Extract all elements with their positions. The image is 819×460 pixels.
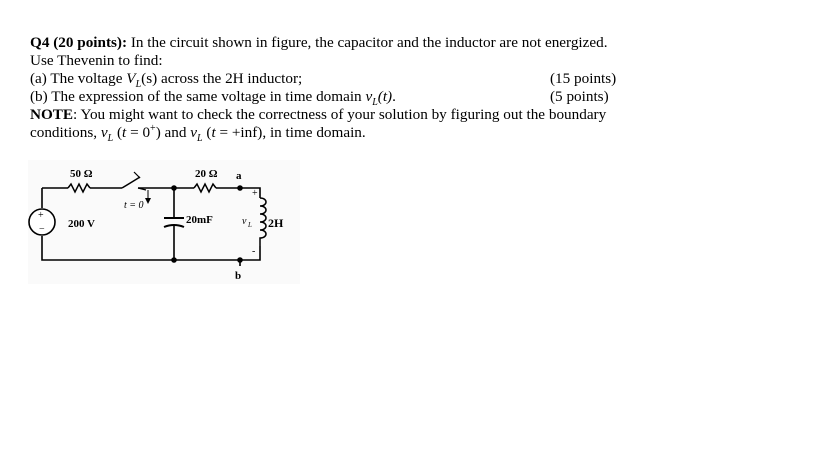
part-a: [30, 70, 670, 91]
part-a-var: V: [126, 70, 136, 87]
note-label: NOTE: [30, 106, 74, 123]
part-b-prefix: (b) The expression of the same voltage in time domain: [30, 88, 366, 105]
terminal-a: [237, 185, 243, 191]
node-a-label: a: [236, 170, 242, 182]
note-line-1: [30, 106, 670, 124]
note-prefix: conditions,: [30, 124, 101, 141]
node-b-label: b: [235, 270, 242, 282]
cond2-open: (: [202, 124, 212, 141]
vl-var: v: [242, 216, 247, 227]
source-plus: +: [38, 210, 44, 221]
part-b-points: (5 points): [550, 88, 609, 105]
question-header: [30, 34, 670, 52]
inductor-label: 2H: [268, 216, 284, 230]
cond1-open: (: [113, 124, 123, 141]
cond2-sub: L: [197, 133, 203, 145]
question-instruction: Use Thevenin to find:: [30, 52, 163, 69]
cond2-t: t: [211, 124, 216, 141]
note-and: and: [160, 124, 191, 141]
circuit-diagram: [28, 160, 300, 284]
part-b: [30, 88, 670, 109]
part-b-arg: (t): [377, 88, 393, 105]
capacitor-label: 20mF: [186, 214, 213, 226]
note-suffix: , in time domain.: [262, 124, 366, 141]
question-intro: In the circuit shown in figure, the capacitor and the inductor are not energized.: [127, 34, 608, 51]
terminal-b: [237, 257, 243, 263]
switch-label: t = 0: [124, 200, 144, 211]
cond1-t: t: [122, 124, 127, 141]
part-a-prefix: (a) The voltage: [30, 70, 127, 87]
part-b-suffix: .: [392, 88, 396, 105]
cond1-sub: L: [107, 133, 114, 145]
source-minus: −: [39, 224, 45, 235]
vl-minus: -: [252, 246, 256, 257]
question-id: Q4 (20 points):: [30, 34, 128, 51]
part-a-points: (15 points): [550, 70, 617, 87]
part-a-arg: (s): [141, 70, 158, 87]
r1-label: 50 Ω: [70, 168, 93, 180]
junction-bottom: [171, 257, 177, 263]
circuit-figure: [28, 160, 300, 284]
junction-top: [171, 185, 177, 191]
cond2-var: v: [190, 124, 198, 141]
part-b-sub: L: [372, 97, 378, 109]
cond1-var: v: [100, 124, 108, 141]
part-a-sub: L: [135, 79, 142, 91]
vl-sub: L: [248, 221, 252, 229]
r2-label: 20 Ω: [195, 168, 218, 180]
cond1-close: ): [155, 124, 161, 141]
cond1-sup: +: [150, 122, 156, 134]
source-label: 200 V: [68, 218, 95, 230]
cond2-eq: = +inf): [215, 124, 263, 141]
note-line-2: [30, 122, 670, 145]
part-b-var: v: [365, 88, 373, 105]
note-text: : You might want to check the correctness of your solution by figuring out the boundary: [73, 106, 607, 123]
vl-plus: +: [252, 188, 258, 199]
cond1-eq: = 0: [126, 124, 151, 141]
part-a-suffix: across the 2H inductor;: [157, 70, 303, 87]
question-text: [30, 34, 670, 145]
